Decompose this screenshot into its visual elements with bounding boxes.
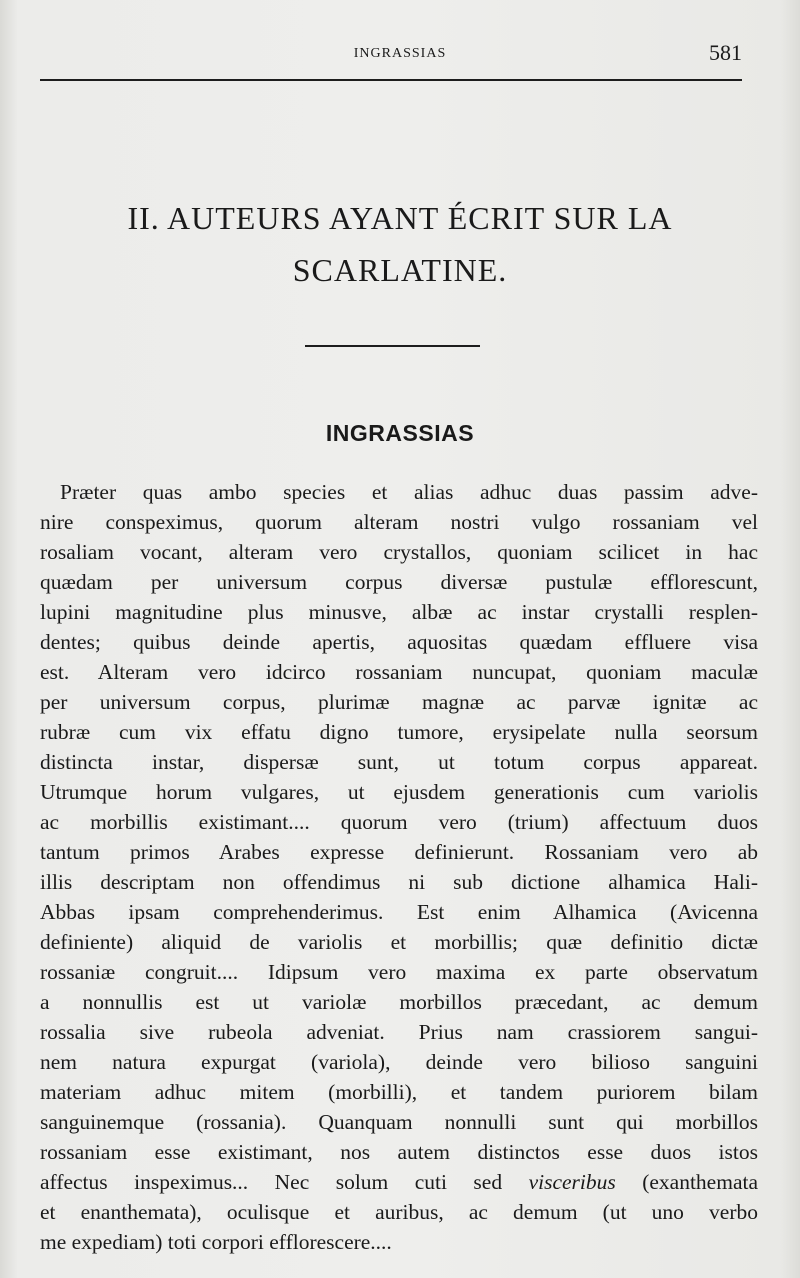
text-line: et enanthemata), oculisque et auribus, ac demum (ut uno verbo <box>40 1200 758 1224</box>
section-divider-rule <box>305 345 480 347</box>
text-line: rosaliam vocant, alteram vero crystallos, quoniam scilicet in hac <box>40 540 758 564</box>
text-line: sanguinemque (rossania). Quanquam nonnulli sunt qui morbillos <box>40 1110 758 1134</box>
text-line: dentes; quibus deinde apertis, aquositas quædam effluere visa <box>40 630 758 654</box>
text-line: lupini magnitudine plus minusve, albæ ac instar crystalli resplen- <box>40 600 758 624</box>
text-line: definiente) aliquid de variolis et morbillis; quæ definitio dictæ <box>40 930 758 954</box>
text-line: Abbas ipsam comprehenderimus. Est enim Alhamica (Avicenna <box>40 900 758 924</box>
text-line: materiam adhuc mitem (morbilli), et tandem puriorem bilam <box>40 1080 758 1104</box>
text-line: ac morbillis existimant.... quorum vero (trium) affectuum duos <box>40 810 758 834</box>
text-line: est. Alteram vero idcirco rossaniam nuncupat, quoniam maculæ <box>40 660 758 684</box>
header-rule <box>40 79 742 81</box>
text-line: rossaniam esse existimant, nos autem distinctos esse duos istos <box>40 1140 758 1164</box>
running-header <box>40 38 760 68</box>
italic-word: visceribus <box>528 1170 616 1194</box>
page-number: 581 <box>709 40 742 65</box>
text-line: Utrumque horum vulgares, ut ejusdem generationis cum variolis <box>40 780 758 804</box>
text-line: rubræ cum vix effatu digno tumore, erysipelate nulla seorsum <box>40 720 758 744</box>
text-line: Præter quas ambo species et alias adhuc duas passim adve- <box>60 480 758 504</box>
text-line: a nonnullis est ut variolæ morbillos præcedant, ac demum <box>40 990 758 1014</box>
text-line: distincta instar, dispersæ sunt, ut totum corpus appareat. <box>40 750 758 774</box>
text-line: illis descriptam non offendimus ni sub dictione alhamica Hali- <box>40 870 758 894</box>
text-line <box>40 1167 758 1197</box>
text-line: tantum primos Arabes expresse definierunt. Rossaniam vero ab <box>40 840 758 864</box>
chapter-title-line-1: II. AUTEURS AYANT ÉCRIT SUR LA <box>127 200 673 236</box>
text-line: rossaniæ congruit.... Idipsum vero maxima ex parte observatum <box>40 960 758 984</box>
text-line: rossalia sive rubeola adveniat. Prius nam crassiorem sangui- <box>40 1020 758 1044</box>
text-line: per universum corpus, plurimæ magnæ ac parvæ ignitæ ac <box>40 690 758 714</box>
chapter-title <box>40 192 760 296</box>
text-line: quædam per universum corpus diversæ pustulæ efflorescunt, <box>40 570 758 594</box>
text-line: nem natura expurgat (variola), deinde vero bilioso sanguini <box>40 1050 758 1074</box>
text-line: me expediam) toti corpori efflorescere.... <box>40 1230 392 1254</box>
section-title: INGRASSIAS <box>325 420 475 446</box>
running-title: INGRASSIAS <box>353 46 447 61</box>
chapter-title-line-2: SCARLATINE. <box>292 252 508 288</box>
text-segment: affectus inspeximus... Nec solum cuti sed <box>40 1170 529 1194</box>
text-segment: (exanthemata <box>615 1170 758 1194</box>
text-line: nire conspeximus, quorum alteram nostri vulgo rossaniam vel <box>40 510 758 534</box>
body-paragraph <box>40 477 758 1257</box>
